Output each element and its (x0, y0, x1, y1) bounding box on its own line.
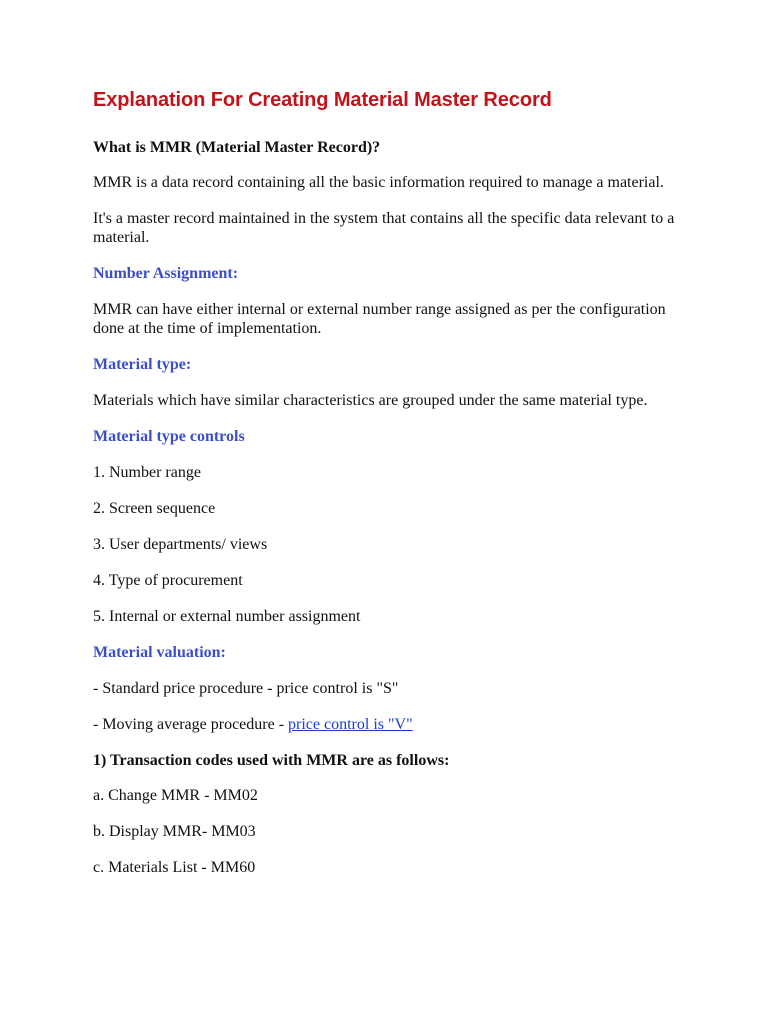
moving-average-procedure (93, 715, 683, 734)
control-item: 4. Type of procurement (93, 572, 243, 589)
moving-average-label: - Moving average procedure - (93, 716, 289, 733)
transaction-code-item: a. Change MMR - MM02 (93, 787, 258, 804)
material-valuation-heading: Material valuation: (93, 644, 226, 661)
material-type-controls-heading: Material type controls (93, 428, 245, 445)
what-is-mmr-heading: What is MMR (Material Master Record)? (93, 139, 381, 156)
control-item: 3. User departments/ views (93, 536, 268, 553)
transaction-code-item: c. Materials List - MM60 (93, 859, 256, 876)
document-content (93, 86, 683, 894)
control-item: 1. Number range (93, 464, 201, 481)
price-control-v-link[interactable]: price control is "V" (288, 716, 413, 733)
standard-price-procedure: - Standard price procedure - price control is "S" (93, 680, 399, 697)
material-type-heading: Material type: (93, 356, 192, 373)
number-assignment-text: MMR can have either internal or external number range assigned as per the configuration done at the time of implementation. (93, 301, 666, 337)
transaction-codes-heading: 1) Transaction codes used with MMR are as follows: (93, 752, 450, 769)
intro-paragraph-2: It's a master record maintained in the system that contains all the specific data relevant to a material. (93, 210, 675, 246)
control-item: 5. Internal or external number assignment (93, 608, 361, 625)
material-type-text: Materials which have similar characteristics are grouped under the same material type. (93, 392, 648, 409)
control-item: 2. Screen sequence (93, 500, 216, 517)
number-assignment-heading: Number Assignment: (93, 265, 239, 282)
transaction-code-item: b. Display MMR- MM03 (93, 823, 256, 840)
document-title: Explanation For Creating Material Master Record (93, 89, 552, 111)
intro-paragraph-1: MMR is a data record containing all the basic information required to manage a material. (93, 174, 664, 191)
